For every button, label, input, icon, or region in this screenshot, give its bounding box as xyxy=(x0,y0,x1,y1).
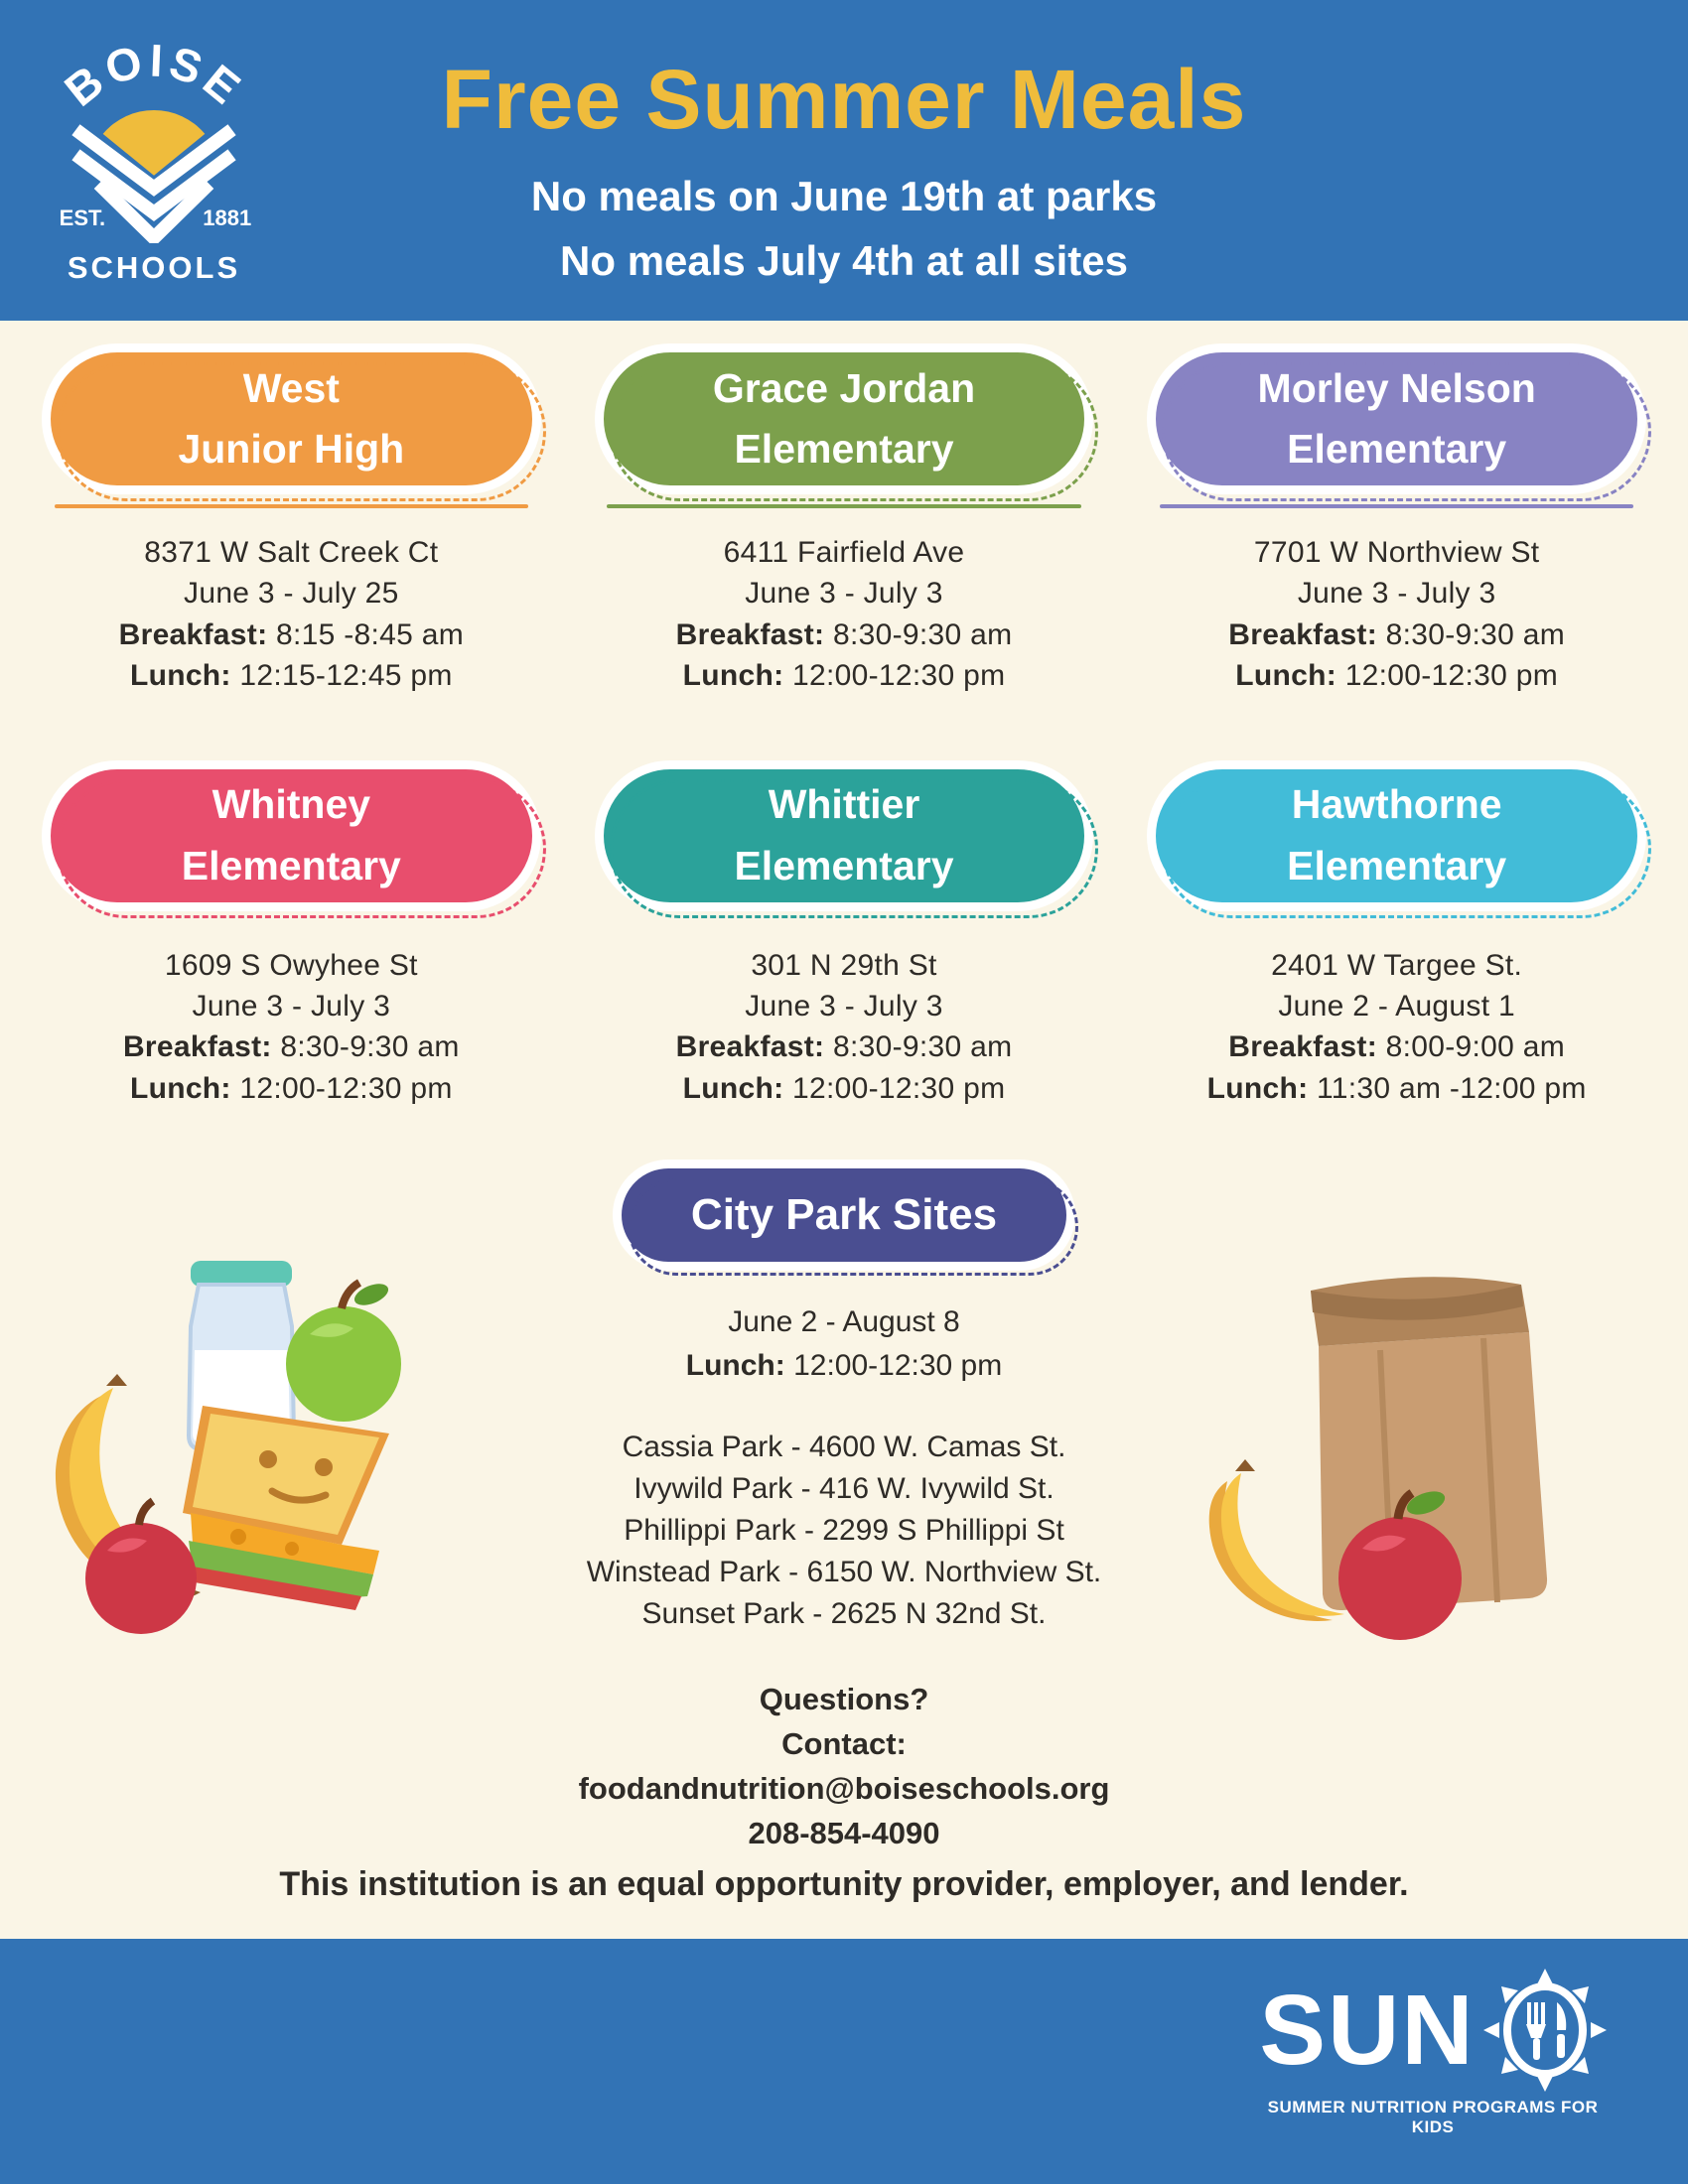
site-breakfast xyxy=(28,1026,555,1067)
breakfast-time: 8:15 -8:45 am xyxy=(276,617,465,651)
site-name-line1: West xyxy=(242,364,340,411)
city-park-dates: June 2 - August 8 xyxy=(728,1305,960,1338)
site-name-line2: Elementary xyxy=(1287,842,1507,888)
site-details xyxy=(1133,532,1660,697)
lunch-label: Lunch: xyxy=(682,659,784,693)
site-address: 1609 S Owyhee St xyxy=(164,948,418,982)
site-name-line1: Whittier xyxy=(768,781,920,828)
contact-label: Contact: xyxy=(781,1725,907,1761)
equal-opportunity-statement: This institution is an equal opportunity provider, employer, and lender. xyxy=(279,1864,1409,1903)
lunch-label: Lunch: xyxy=(129,659,231,693)
pill-underline xyxy=(55,504,529,508)
site-details xyxy=(28,532,555,697)
park-list-item: Winstead Park - 6150 W. Northview St. xyxy=(586,1556,1102,1588)
site-name-line1: Grace Jordan xyxy=(712,364,976,411)
site-breakfast xyxy=(1133,1026,1660,1067)
contact-email: foodandnutrition@boiseschools.org xyxy=(578,1770,1110,1806)
lunch-time: 12:00-12:30 pm xyxy=(239,1071,453,1105)
site-name-line2: Elementary xyxy=(734,842,954,888)
breakfast-label: Breakfast: xyxy=(675,617,825,651)
park-list-item: Phillippi Park - 2299 S Phillippi St xyxy=(624,1514,1064,1547)
site-name-pill xyxy=(42,343,541,494)
site-lunch xyxy=(28,1068,555,1109)
site-card-hawthorne xyxy=(1133,760,1660,1110)
site-name-line2: Junior High xyxy=(178,426,405,472)
contact-phone: 208-854-4090 xyxy=(748,1815,940,1850)
pill-underline xyxy=(1160,504,1634,508)
site-lunch xyxy=(581,1068,1108,1109)
notice-june19: No meals on June 19th at parks xyxy=(530,173,1158,219)
site-address: 301 N 29th St xyxy=(751,948,937,982)
lunch-time: 12:00-12:30 pm xyxy=(792,1071,1006,1105)
lunch-time: 12:15-12:45 pm xyxy=(239,659,453,693)
site-details xyxy=(28,945,555,1110)
green-apple-icon xyxy=(286,1280,401,1422)
site-dates: June 3 - July 25 xyxy=(184,577,399,611)
svg-text:1881: 1881 xyxy=(203,205,252,231)
site-name-line2: Elementary xyxy=(1287,426,1507,472)
site-lunch xyxy=(1133,1068,1660,1109)
site-dates: June 3 - July 3 xyxy=(192,989,391,1023)
site-breakfast xyxy=(28,614,555,655)
lunch-time: 12:00-12:30 pm xyxy=(1344,659,1559,693)
header-banner xyxy=(0,0,1688,321)
site-lunch xyxy=(581,655,1108,696)
site-card-whittier xyxy=(581,760,1108,1110)
site-name-line1: Whitney xyxy=(211,781,371,828)
park-list-item: Sunset Park - 2625 N 32nd St. xyxy=(641,1597,1047,1630)
lunch-label: Lunch: xyxy=(129,1071,231,1105)
svg-text:BOISE: BOISE xyxy=(55,34,253,117)
footer-banner xyxy=(0,1939,1688,2184)
site-address: 2401 W Targee St. xyxy=(1271,948,1523,982)
site-card-west-junior-high xyxy=(28,343,555,697)
lunch-label: Lunch: xyxy=(1235,659,1337,693)
page-title: Free Summer Meals xyxy=(441,53,1247,146)
sun-logo xyxy=(1249,1969,1617,2137)
pill-underline xyxy=(607,504,1081,508)
breakfast-time: 8:30-9:30 am xyxy=(832,1030,1013,1064)
svg-text:EST.: EST. xyxy=(59,205,106,231)
notice-july4: No meals July 4th at all sites xyxy=(560,237,1128,285)
logo-schools-label: SCHOOLS xyxy=(67,250,241,285)
city-park-title: City Park Sites xyxy=(690,1190,998,1239)
site-card-morley-nelson xyxy=(1133,343,1660,697)
sandwich-icon xyxy=(183,1406,389,1610)
city-park-pill xyxy=(613,1160,1075,1271)
site-dates: June 3 - July 3 xyxy=(745,577,943,611)
lunch-time: 11:30 am -12:00 pm xyxy=(1317,1071,1587,1105)
park-list-item: Cassia Park - 4600 W. Camas St. xyxy=(622,1431,1066,1463)
site-breakfast xyxy=(1133,614,1660,655)
breakfast-time: 8:00-9:00 am xyxy=(1385,1030,1566,1064)
site-dates: June 3 - July 3 xyxy=(745,989,943,1023)
site-name-line2: Elementary xyxy=(181,842,401,888)
park-list-item: Ivywild Park - 416 W. Ivywild St. xyxy=(633,1472,1055,1505)
site-name-pill xyxy=(595,760,1094,911)
site-card-whitney xyxy=(28,760,555,1110)
site-details xyxy=(1133,945,1660,1110)
site-name-pill xyxy=(595,343,1094,494)
site-details xyxy=(581,945,1108,1110)
lunch-time: 12:00-12:30 pm xyxy=(793,1348,1003,1382)
contact-questions: Questions? xyxy=(759,1682,929,1716)
site-address: 6411 Fairfield Ave xyxy=(723,536,965,569)
lunch-label: Lunch: xyxy=(682,1071,784,1105)
food-illustration-right xyxy=(1194,1251,1611,1650)
lunch-time: 12:00-12:30 pm xyxy=(792,659,1006,693)
site-name-line1: Morley Nelson xyxy=(1257,364,1536,411)
breakfast-time: 8:30-9:30 am xyxy=(280,1030,460,1064)
breakfast-time: 8:30-9:30 am xyxy=(832,617,1013,651)
site-address: 7701 W Northview St xyxy=(1253,536,1540,569)
lunch-label: Lunch: xyxy=(1206,1071,1309,1105)
site-details xyxy=(581,532,1108,697)
site-card-grace-jordan xyxy=(581,343,1108,697)
breakfast-label: Breakfast: xyxy=(1228,617,1378,651)
site-breakfast xyxy=(581,1026,1108,1067)
site-dates: June 3 - July 3 xyxy=(1297,577,1496,611)
breakfast-label: Breakfast: xyxy=(122,1030,272,1064)
header-text xyxy=(0,0,1688,293)
food-illustration-left xyxy=(44,1247,465,1652)
breakfast-label: Breakfast: xyxy=(1228,1030,1378,1064)
site-address: 8371 W Salt Creek Ct xyxy=(144,536,439,569)
contact-section xyxy=(0,1678,1688,1909)
site-breakfast xyxy=(581,614,1108,655)
breakfast-label: Breakfast: xyxy=(675,1030,825,1064)
site-name-line1: Hawthorne xyxy=(1291,781,1502,828)
site-name-pill xyxy=(1147,343,1646,494)
site-lunch xyxy=(28,655,555,696)
lunch-label: Lunch: xyxy=(685,1348,785,1382)
sun-logo-tagline: SUMMER NUTRITION PROGRAMS FOR KIDS xyxy=(1267,2098,1599,2136)
sun-logo-text: SUN xyxy=(1259,1975,1476,2086)
site-name-pill xyxy=(1147,760,1646,911)
site-name-line2: Elementary xyxy=(734,426,954,472)
site-lunch xyxy=(1133,655,1660,696)
sun-fork-knife-icon xyxy=(1483,1969,1607,2092)
site-dates: June 2 - August 1 xyxy=(1278,989,1515,1023)
site-cards-grid xyxy=(28,343,1660,1109)
site-name-pill xyxy=(42,760,541,911)
breakfast-time: 8:30-9:30 am xyxy=(1385,617,1566,651)
breakfast-label: Breakfast: xyxy=(118,617,268,651)
